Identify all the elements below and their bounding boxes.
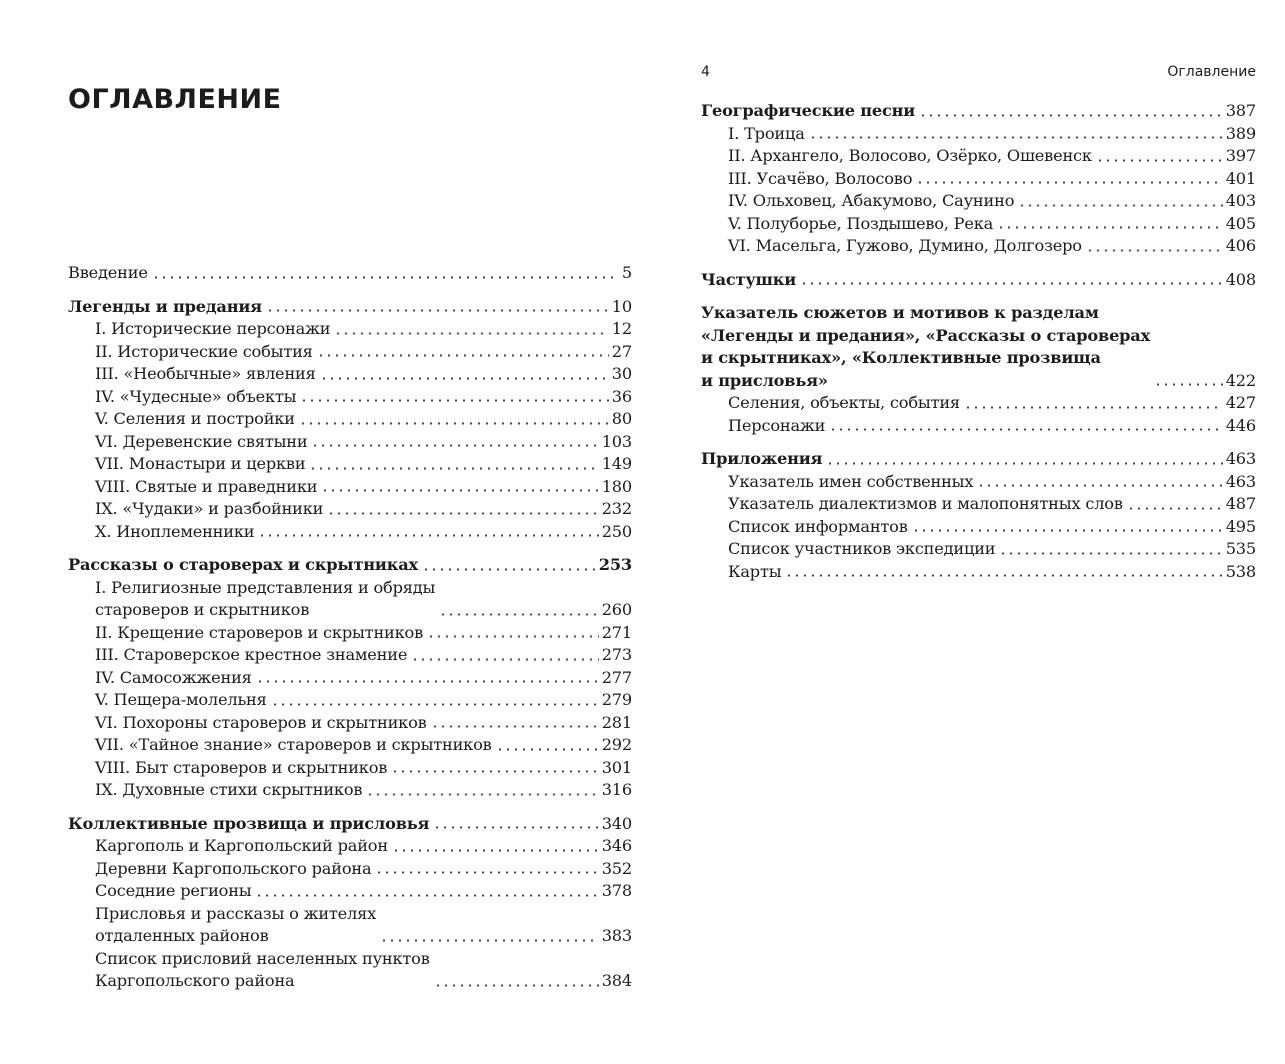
toc-subentry[interactable] [701,538,1256,561]
toc-entry[interactable] [701,100,1256,123]
toc-entry-title [68,813,429,836]
dot-leader [433,826,598,829]
dot-leader [392,849,599,852]
toc-page-number: 383 [601,926,632,945]
toc-entry-title [95,858,371,881]
dot-leader [1086,249,1223,252]
toc-entry-title [95,948,430,993]
toc-entry-title-line: отдаленных районов [95,926,269,945]
toc-page-number: 80 [611,409,632,428]
dot-leader [809,136,1223,139]
toc-entry-title-line: VI. Похороны староверов и скрытников [95,712,427,732]
toc-entry-title-line: Введение [68,263,148,282]
toc-entry-title-line: V. Пещера-молельня [95,690,267,709]
toc-entry-title-line: «Легенды и предания», «Рассказы о староверах [701,325,1151,345]
toc-subentry[interactable] [701,190,1256,213]
running-head [701,64,1256,84]
toc-entry-title-line: VIII. Быт староверов и скрытников [95,757,388,777]
toc-entry-title [95,734,492,757]
toc-entry-title-line: Соседние регионы [95,881,252,900]
toc-entry-title-line: X. Иноплеменники [95,521,255,541]
running-title: Оглавление [1167,64,1256,80]
toc-page-number: 384 [601,971,632,990]
page-title: ОГЛАВЛЕНИЕ [68,84,282,115]
toc-subentry[interactable] [68,363,632,386]
toc-entry[interactable] [68,554,632,577]
toc-subentry[interactable] [68,521,632,544]
dot-leader [256,680,599,683]
dot-leader [334,332,608,335]
toc-subentry[interactable] [68,498,632,521]
toc-page-number: 149 [601,454,632,473]
toc-section [68,296,632,544]
dot-leader [916,181,1222,184]
toc-page-number: 316 [601,780,632,799]
dot-leader [997,226,1223,229]
toc-section [68,813,632,993]
toc-page-number: 180 [601,476,632,496]
toc-page-number: 387 [1225,101,1256,120]
toc-entry-title-line: Указатель имен собственных [728,471,974,491]
toc-entry-title-line: Список участников экспедиции [728,539,996,558]
toc-subentry[interactable] [701,516,1256,539]
toc-entry-title-line: III. Усачёво, Волосово [728,168,913,188]
toc-entry-title-line: Селения, объекты, события [728,393,960,412]
dot-leader [375,871,598,874]
toc-entry-title-line: II. Исторические события [95,341,313,361]
dot-leader [271,703,599,706]
toc-entry-title [728,123,805,146]
toc-subentry[interactable] [68,386,632,409]
toc-subentry[interactable] [701,415,1256,438]
toc-entry[interactable] [701,302,1256,392]
toc-entry-title [95,712,427,735]
toc-subentry[interactable] [701,493,1256,516]
toc-entry-title-line: Список информантов [728,516,908,536]
toc-subentry[interactable] [68,318,632,341]
dot-leader [829,428,1222,431]
toc-entry-title-line: VII. Монастыри и церкви [95,454,306,473]
toc-entry-title-line: староверов и скрытников [95,600,310,619]
toc-subentry[interactable] [68,858,632,881]
toc-entry-title-line: I. Религиозные представления и обряды [95,577,436,597]
toc-subentry[interactable] [68,644,632,667]
toc-left [68,262,632,1004]
toc-subentry[interactable] [68,757,632,780]
toc-entry-title [95,880,251,903]
page-number: 4 [701,64,710,80]
dot-leader [309,467,598,470]
toc-page-number: 301 [601,757,632,777]
toc-entry-title-line: VI. Деревенские святыни [95,431,308,451]
dot-leader [366,793,598,796]
toc-subentry[interactable] [68,622,632,645]
toc-page-number: 378 [601,881,632,900]
toc-page-number: 389 [1225,123,1256,143]
toc-subentry[interactable] [68,948,632,993]
toc-entry-title [701,302,1150,392]
dot-leader [321,489,598,492]
dot-leader [431,725,599,728]
toc-page-number: 352 [601,858,632,878]
toc-page-number: 12 [611,319,632,338]
toc-entry-title-line: Легенды и предания [68,296,262,316]
dot-leader [391,770,599,773]
toc-entry-title [95,453,305,476]
toc-entry-title-line: I. Исторические персонажи [95,319,331,338]
dot-leader [258,534,598,537]
toc-entry-title [68,296,262,319]
toc-page-number: 273 [601,645,632,664]
dot-leader [327,512,598,515]
dot-leader [422,568,596,571]
toc-subentry[interactable] [68,408,632,431]
toc-entry-title [95,521,254,544]
toc-entry-title [95,318,330,341]
toc-entry-title [728,415,825,438]
toc-entry-title-line: Указатель сюжетов и мотивов к разделам [701,303,1099,322]
toc-entry-title [728,561,781,584]
toc-page-number: 27 [611,341,632,361]
toc-entry-title-line: Деревни Каргопольского района [95,858,372,878]
toc-entry-title [728,538,995,561]
toc-entry-title-line: VII. «Тайное знание» староверов и скрытников [95,735,492,754]
toc-entry-title [95,431,307,454]
toc-subentry[interactable] [68,734,632,757]
toc-subentry[interactable] [701,392,1256,415]
toc-entry-title-line: II. Крещение староверов и скрытников [95,622,423,642]
dot-leader [1018,204,1222,207]
toc-page-number: 253 [598,555,632,574]
toc-section [701,100,1256,258]
toc-subentry[interactable] [701,213,1256,236]
toc-page-number: 279 [601,690,632,709]
toc-entry-title [95,835,388,858]
toc-entry-title [701,448,822,471]
toc-subentry[interactable] [68,903,632,948]
toc-entry-title [95,667,252,690]
toc-page-number: 36 [611,386,632,406]
toc-entry-title-line: IV. Самосожжения [95,667,252,687]
toc-page-number: 463 [1225,471,1256,491]
toc-entry-title-line: VIII. Святые и праведники [95,476,318,496]
toc-entry-title [95,577,435,622]
dot-leader [912,529,1223,532]
dot-leader [785,574,1222,577]
toc-subentry[interactable] [701,235,1256,258]
toc-page-number: 405 [1225,213,1256,233]
toc-entry-title [728,471,973,494]
toc-page-number: 403 [1225,191,1256,210]
toc-page-number: 340 [601,813,632,833]
toc-page-number: 535 [1225,539,1256,558]
toc-entry-title [701,100,915,123]
toc-page-number: 277 [601,667,632,687]
toc-subentry[interactable] [68,453,632,476]
toc-entry-title-line: Каргопольского района [95,971,295,990]
toc-entry-title-line: Указатель диалектизмов и малопонятных слов [728,494,1123,513]
toc-section [701,448,1256,583]
toc-entry-title [68,262,148,285]
toc-entry-title-line: V. Полуборье, Поздышево, Река [728,213,994,233]
toc-entry-title [95,757,387,780]
toc-entry-title-line: и скрытниках», «Коллективные прозвища [701,348,1101,367]
toc-page-number: 495 [1225,516,1256,536]
toc-entry-title-line: IV. Ольховец, Абакумово, Саунино [728,191,1015,210]
toc-section [68,554,632,802]
toc-entry-title-line: Список присловий населенных пунктов [95,948,430,968]
toc-entry-title-line: VI. Масельга, Гужово, Думино, Долгозеро [728,236,1082,255]
toc-page-number: 463 [1225,449,1256,468]
toc-subentry[interactable] [701,561,1256,584]
toc-page-number: 232 [601,499,632,518]
dot-leader [800,282,1223,285]
toc-entry-title [95,644,407,667]
toc-entry-title-line: Персонажи [728,415,826,435]
toc-entry[interactable] [68,262,632,285]
dot-leader [427,635,599,638]
dot-leader [311,444,598,447]
toc-entry-title [728,168,912,191]
toc-subentry[interactable] [68,476,632,499]
dot-leader [255,894,598,897]
toc-page-number: 406 [1225,236,1256,255]
toc-page-number: 271 [601,622,632,642]
toc-entry-title [728,493,1123,516]
toc-entry[interactable] [68,813,632,836]
toc-subentry[interactable] [68,779,632,802]
dot-leader [496,748,599,751]
toc-entry-title-line: III. «Необычные» явления [95,364,316,383]
toc-page-number: 260 [601,600,632,619]
toc-subentry[interactable] [68,880,632,903]
toc-entry-title [701,269,796,292]
dot-leader [439,613,598,616]
toc-entry[interactable] [68,296,632,319]
toc-section [701,269,1256,292]
toc-entry-title [95,779,362,802]
toc-subentry[interactable] [701,471,1256,494]
toc-page-number: 487 [1225,494,1256,513]
dot-leader [964,406,1223,409]
toc-page-number: 281 [601,712,632,732]
dot-leader [380,939,599,942]
toc-page-number: 538 [1225,561,1256,581]
toc-entry-title [95,363,316,386]
toc-section [68,262,632,285]
dot-leader [152,276,619,279]
toc-entry-title-line: Карты [728,561,782,581]
toc-entry-title [728,235,1082,258]
toc-section [701,302,1256,437]
toc-entry-title [95,341,313,364]
toc-entry-title-line: Присловья и рассказы о жителях [95,903,377,923]
toc-entry-title-line: Географические песни [701,101,916,120]
toc-page-number: 250 [601,521,632,541]
toc-entry-title [95,903,376,948]
toc-entry-title [728,190,1014,213]
toc-subentry[interactable] [68,431,632,454]
toc-page-number: 103 [601,431,632,451]
toc-subentry[interactable] [701,123,1256,146]
toc-entry[interactable] [701,269,1256,292]
toc-page-number: 10 [611,296,632,316]
dot-leader [919,114,1223,117]
dot-leader [411,658,598,661]
dot-leader [266,309,609,312]
toc-page-number: 427 [1225,393,1256,412]
dot-leader [300,399,608,402]
toc-entry-title-line: IX. Духовные стихи скрытников [95,780,363,799]
toc-entry-title [95,476,317,499]
dot-leader [999,552,1222,555]
dot-leader [826,462,1222,465]
toc-subentry[interactable] [68,577,632,622]
toc-entry-title-line: Частушки [701,269,797,289]
toc-page-number: 5 [621,263,632,282]
toc-subentry[interactable] [68,667,632,690]
toc-entry-title-line: I. Троица [728,123,805,143]
toc-entry-title [728,392,960,415]
toc-page-number: 408 [1225,269,1256,289]
toc-entry-title [95,408,295,431]
toc-subentry[interactable] [701,168,1256,191]
toc-entry[interactable] [701,448,1256,471]
toc-entry-title-line: Каргополь и Каргопольский район [95,836,388,855]
dot-leader [1154,383,1223,386]
toc-entry-title-line: III. Староверское крестное знамение [95,645,408,664]
dot-leader [317,354,609,357]
dot-leader [434,984,599,987]
toc-page-number: 397 [1225,146,1256,165]
toc-entry-title-line: IX. «Чудаки» и разбойники [95,499,324,518]
toc-entry-title-line: II. Архангело, Волосово, Озёрко, Ошевенск [728,146,1092,165]
toc-entry-title-line: Рассказы о староверах и скрытниках [68,555,418,574]
toc-entry-title-line: Коллективные прозвища и присловья [68,813,430,833]
toc-right [701,100,1256,594]
toc-entry-title-line: и присловья» [701,370,828,390]
dot-leader [977,484,1222,487]
toc-page-number: 446 [1225,415,1256,435]
toc-entry-title-line: Приложения [701,449,823,468]
toc-page-number: 346 [601,836,632,855]
toc-subentry[interactable] [68,341,632,364]
toc-subentry[interactable] [68,835,632,858]
toc-entry-title [95,386,296,409]
dot-leader [320,377,609,380]
toc-page-number: 292 [601,735,632,754]
dot-leader [299,422,609,425]
toc-entry-title [95,622,423,645]
toc-entry-title [728,145,1092,168]
toc-subentry[interactable] [68,689,632,712]
toc-page-number: 422 [1225,370,1256,390]
toc-entry-title-line: IV. «Чудесные» объекты [95,386,297,406]
dot-leader [1127,507,1223,510]
toc-subentry[interactable] [68,712,632,735]
toc-entry-title [728,213,993,236]
toc-page-number: 30 [611,364,632,383]
toc-page-number: 401 [1225,168,1256,188]
toc-entry-title [728,516,908,539]
toc-entry-title-line: V. Селения и постройки [95,409,295,428]
toc-entry-title [68,554,418,577]
toc-subentry[interactable] [701,145,1256,168]
dot-leader [1096,159,1223,162]
toc-entry-title [95,498,323,521]
toc-entry-title [95,689,267,712]
